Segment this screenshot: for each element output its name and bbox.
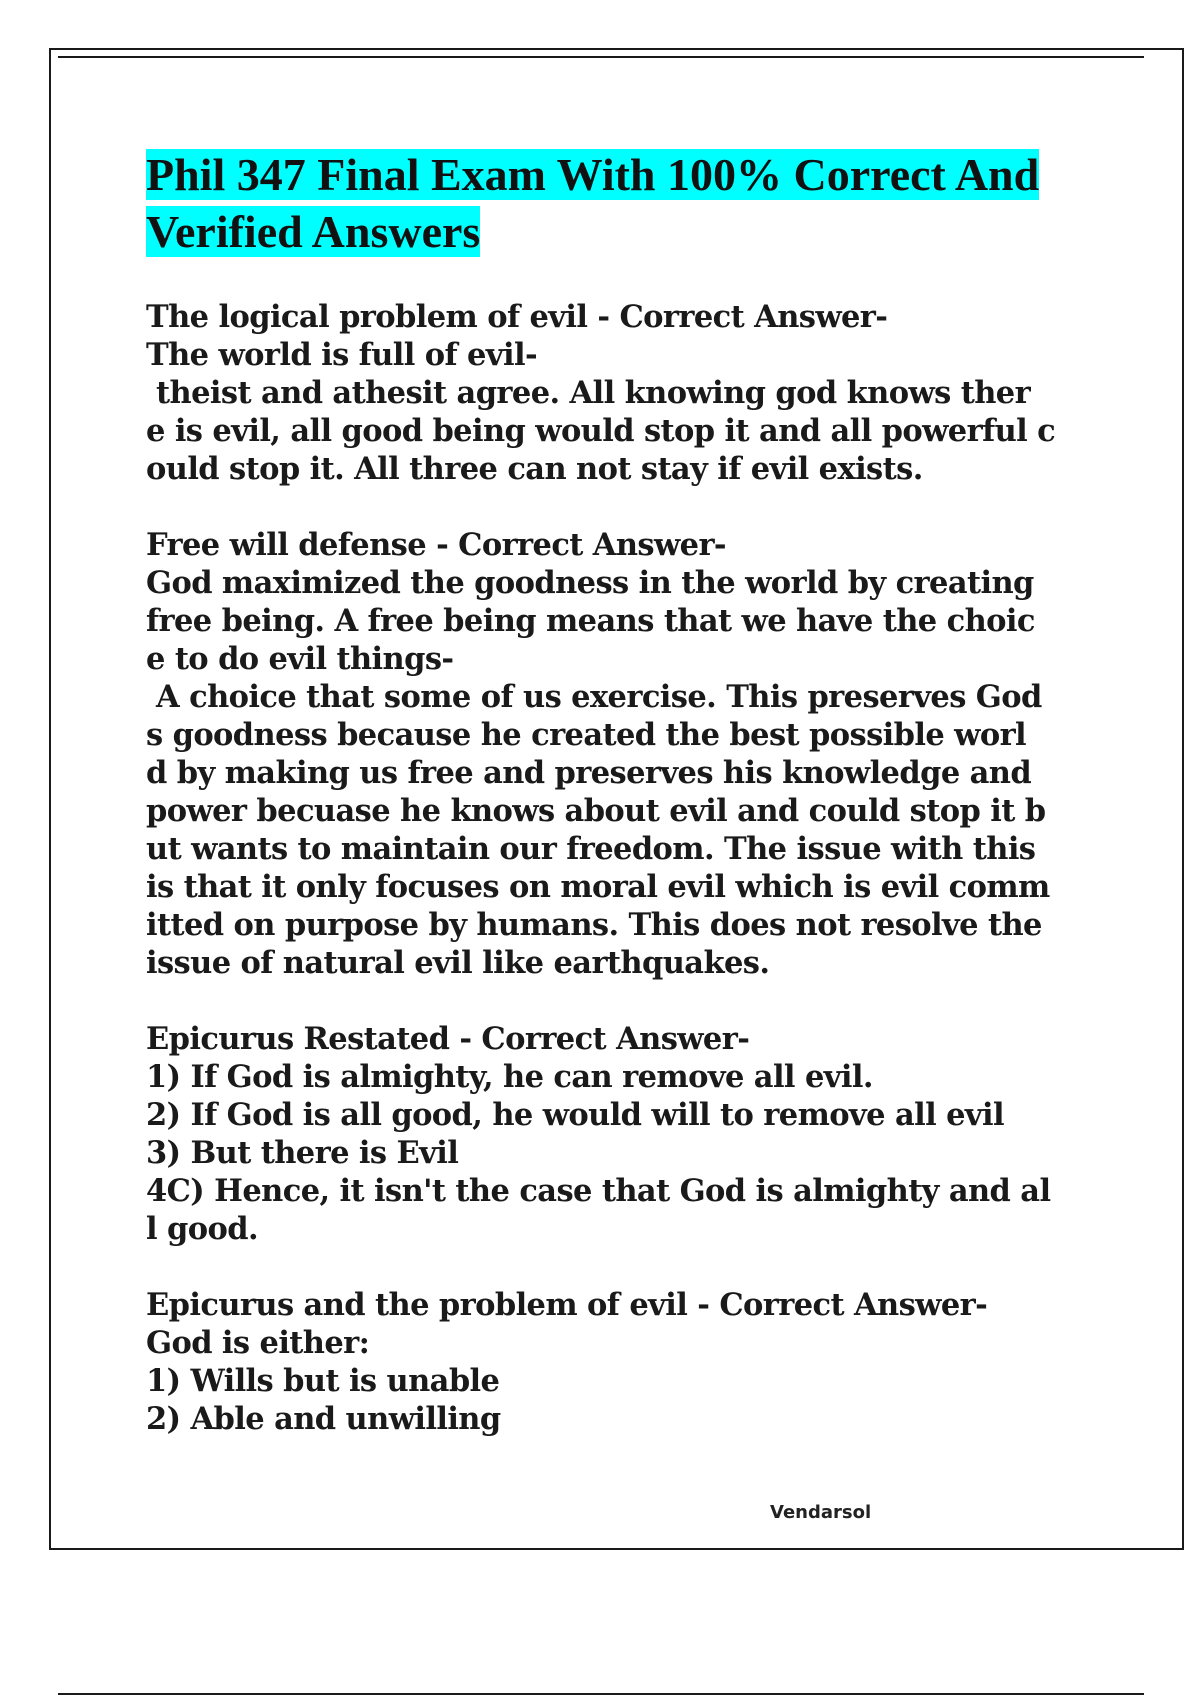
entry-line: 3) But there is Evil (146, 1135, 459, 1171)
top-divider (58, 56, 1144, 58)
entry-line: s goodness because he created the best possible worl (146, 717, 1027, 753)
entry-line: 2) If God is all good, he would will to remove all evil (146, 1097, 1004, 1133)
bottom-divider (58, 1693, 1144, 1695)
entry-line: power becuase he knows about evil and could stop it b (146, 793, 1046, 829)
title-line-2: Verified Answers (146, 206, 481, 257)
title-line-1: Phil 347 Final Exam With 100% Correct And (146, 149, 1040, 200)
entry-line: The logical problem of evil - Correct Answer- (146, 299, 888, 335)
entry-line: e is evil, all good being would stop it and all powerful c (146, 413, 1056, 449)
entry-line: 1) Wills but is unable (146, 1363, 500, 1399)
document-body (146, 146, 1086, 1476)
entry-line: A choice that some of us exercise. This preserves God (146, 679, 1042, 715)
entry-line: God maximized the goodness in the world by creating (146, 565, 1034, 601)
entry-line: ut wants to maintain our freedom. The issue with this (146, 831, 1036, 867)
entry-line: l good. (146, 1211, 258, 1247)
entry-line: itted on purpose by humans. This does not resolve the (146, 907, 1042, 943)
entry-line: 1) If God is almighty, he can remove all evil. (146, 1059, 873, 1095)
qa-entry-free-will-defense (146, 526, 1086, 982)
footer-brand: Vendarsol (770, 1502, 872, 1523)
entry-line: is that it only focuses on moral evil which is evil comm (146, 869, 1050, 905)
entry-line: 4C) Hence, it isn't the case that God is almighty and al (146, 1173, 1051, 1209)
entry-line: The world is full of evil- (146, 337, 537, 373)
entry-line: issue of natural evil like earthquakes. (146, 945, 770, 981)
entry-line: e to do evil things- (146, 641, 454, 677)
qa-entry-logical-problem (146, 298, 1086, 488)
entry-line: ould stop it. All three can not stay if evil exists. (146, 451, 923, 487)
entry-line: Free will defense - Correct Answer- (146, 527, 726, 563)
document-title (146, 146, 1086, 260)
entry-line: God is either: (146, 1325, 370, 1361)
entry-line: free being. A free being means that we have the choic (146, 603, 1035, 639)
qa-entry-epicurus-restated (146, 1020, 1086, 1248)
qa-entry-epicurus-problem (146, 1286, 1086, 1438)
entry-line: theist and athesit agree. All knowing god knows ther (146, 375, 1031, 411)
entry-line: Epicurus Restated - Correct Answer- (146, 1021, 750, 1057)
entry-line: d by making us free and preserves his knowledge and (146, 755, 1032, 791)
entry-line: 2) Able and unwilling (146, 1401, 501, 1437)
entry-line: Epicurus and the problem of evil - Correct Answer- (146, 1287, 988, 1323)
